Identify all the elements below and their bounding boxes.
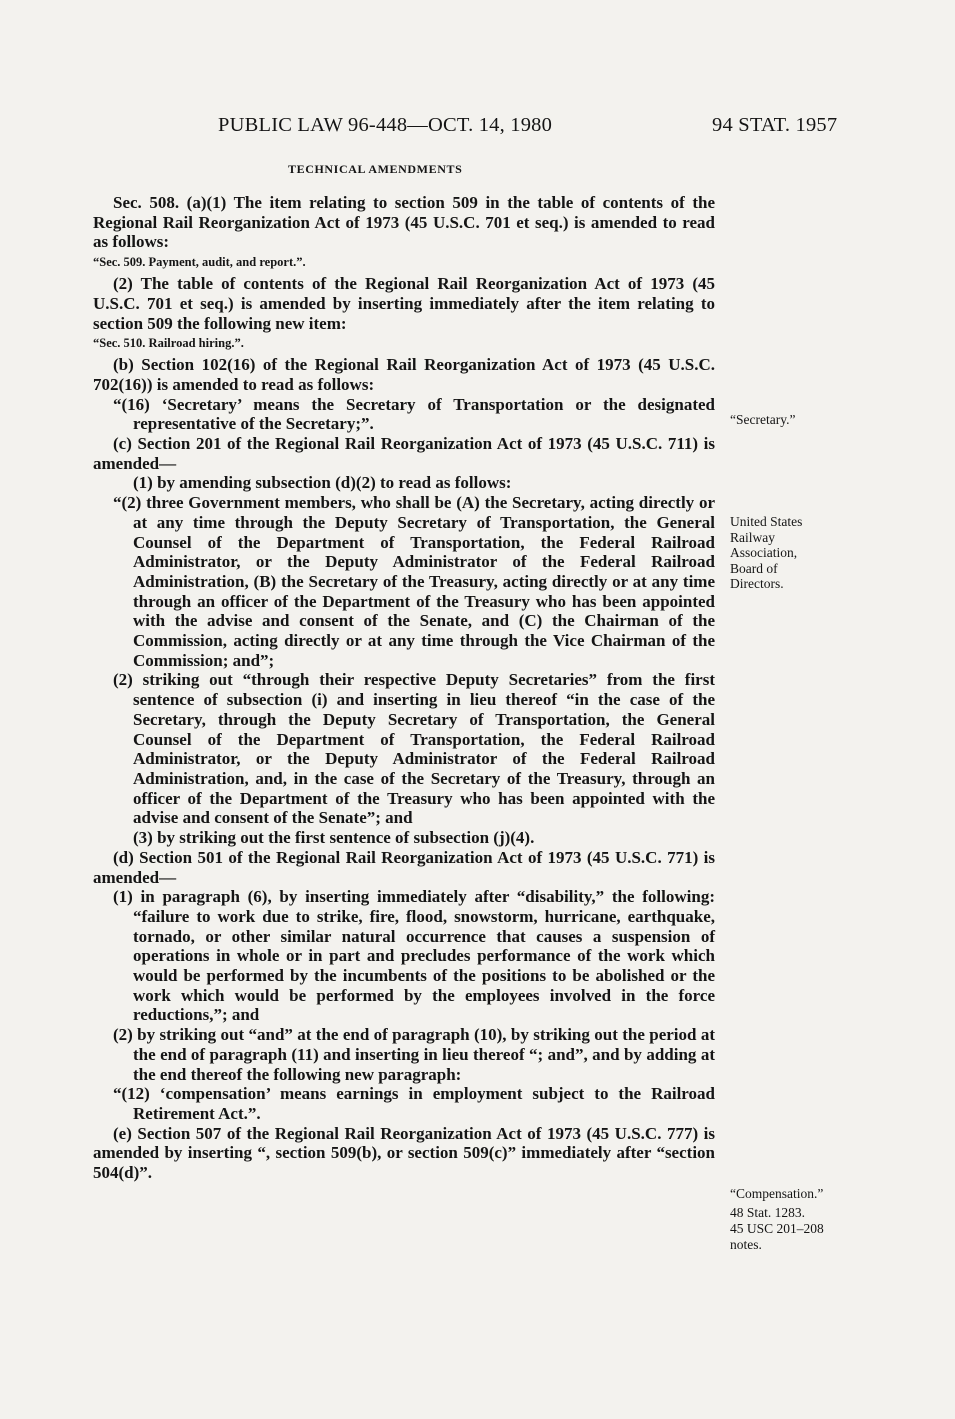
bleed-through-text	[120, 168, 124, 188]
paragraph-a2: (2) The table of contents of the Regional Rail Reorganization Act of 1973 (45 U.S.C. 701 et seq.) is amended by inserting immediately after the item relating to section 509 the following new item:	[93, 274, 715, 333]
paragraph-d2-quote: “(12) ‘compensation’ means earnings in employment subject to the Railroad Retirement Act.”.	[113, 1084, 715, 1123]
toc-item-sec-509: “Sec. 509. Payment, audit, and report.”.	[93, 255, 306, 270]
document-body	[93, 193, 715, 1183]
paragraph-d1: (1) in paragraph (6), by inserting immediately after “disability,” the following: “failure to work due to strike, fire, flood, snowstorm, hurricane, earthquake, tornado, or other similar natural occurrence that causes a suspension of operations in whole or in part and precludes performance of the work which would be performed by the incumbents of the positions to be abolished or the work which would be performed by the employees involved in the force reductions,”; and	[113, 887, 715, 1025]
margin-note-usc: 45 USC 201–208 notes.	[730, 1221, 824, 1252]
paragraph-b: (b) Section 102(16) of the Regional Rail Reorganization Act of 1973 (45 U.S.C. 702(16)) is amended to read as follows:	[93, 355, 715, 394]
paragraph-c1-quote: “(2) three Government members, who shall be (A) the Secretary, acting directly or at any time through the Deputy Secretary of Transportation, the General Counsel of the Department of Transportation, the Federal Railroad Administrator, or the Deputy Administrator of the Federal Railroad Administration, (B) the Secretary of the Treasury, acting directly or at any time through an officer of the Department of the Treasury who has been appointed with the advise and consent of the Senate, and (C) the Chairman of the Commission, acting directly or at any time through the Vice Chairman of the Commission; and”;	[113, 493, 715, 670]
section-heading: TECHNICAL AMENDMENTS	[288, 162, 463, 176]
paragraph-sec-508-a1: Sec. 508. (a)(1) The item relating to section 509 in the table of contents of the Regional Rail Reorganization Act of 1973 (45 U.S.C. 701 et seq.) is amended to read as follows:	[93, 193, 715, 252]
toc-item-sec-510: “Sec. 510. Railroad hiring.”.	[93, 336, 244, 351]
paragraph-c1: (1) by amending subsection (d)(2) to read as follows:	[133, 473, 512, 493]
paragraph-c2: (2) striking out “through their respective Deputy Secretaries” from the first sentence of subsection (i) and inserting in lieu thereof “in the case of the Secretary, through the Deputy Secretary of Transportation, the General Counsel of the Department of Transportation, the Federal Railroad Administrator, or the Deputy Administrator of the Federal Railroad Administration, and, in the case of the Secretary of the Treasury, through an officer of the Department of the Treasury who has been appointed with the advise and consent of the Senate”; and	[113, 670, 715, 828]
paragraph-c: (c) Section 201 of the Regional Rail Reorganization Act of 1973 (45 U.S.C. 711) is amended—	[93, 434, 715, 473]
margin-note-stat: 48 Stat. 1283.	[730, 1205, 806, 1220]
page-header-title: PUBLIC LAW 96-448—OCT. 14, 1980	[218, 114, 553, 136]
page-header-stat: 94 STAT. 1957	[712, 114, 838, 136]
margin-note-compensation: “Compensation.”	[730, 1186, 824, 1201]
margin-note-usra-board: United States Railway Association, Board of Directors.	[730, 514, 803, 591]
margin-note-secretary: “Secretary.”	[730, 412, 796, 427]
paragraph-c3: (3) by striking out the first sentence of subsection (j)(4).	[133, 828, 535, 848]
paragraph-d2: (2) by striking out “and” at the end of paragraph (10), by striking out the period at the end of paragraph (11) and inserting in lieu thereof “; and”, and by adding at the end thereof the following new paragraph:	[113, 1025, 715, 1084]
paragraph-b-quote: “(16) ‘Secretary’ means the Secretary of Transportation or the designated representative of the Secretary;”.	[113, 394, 715, 434]
paragraph-e: (e) Section 507 of the Regional Rail Reorganization Act of 1973 (45 U.S.C. 777) is amended by inserting “, section 509(b), or section 509(c)” immediately after “section 504(d)”.	[93, 1123, 715, 1183]
paragraph-d: (d) Section 501 of the Regional Rail Reorganization Act of 1973 (45 U.S.C. 771) is amended—	[93, 847, 715, 887]
